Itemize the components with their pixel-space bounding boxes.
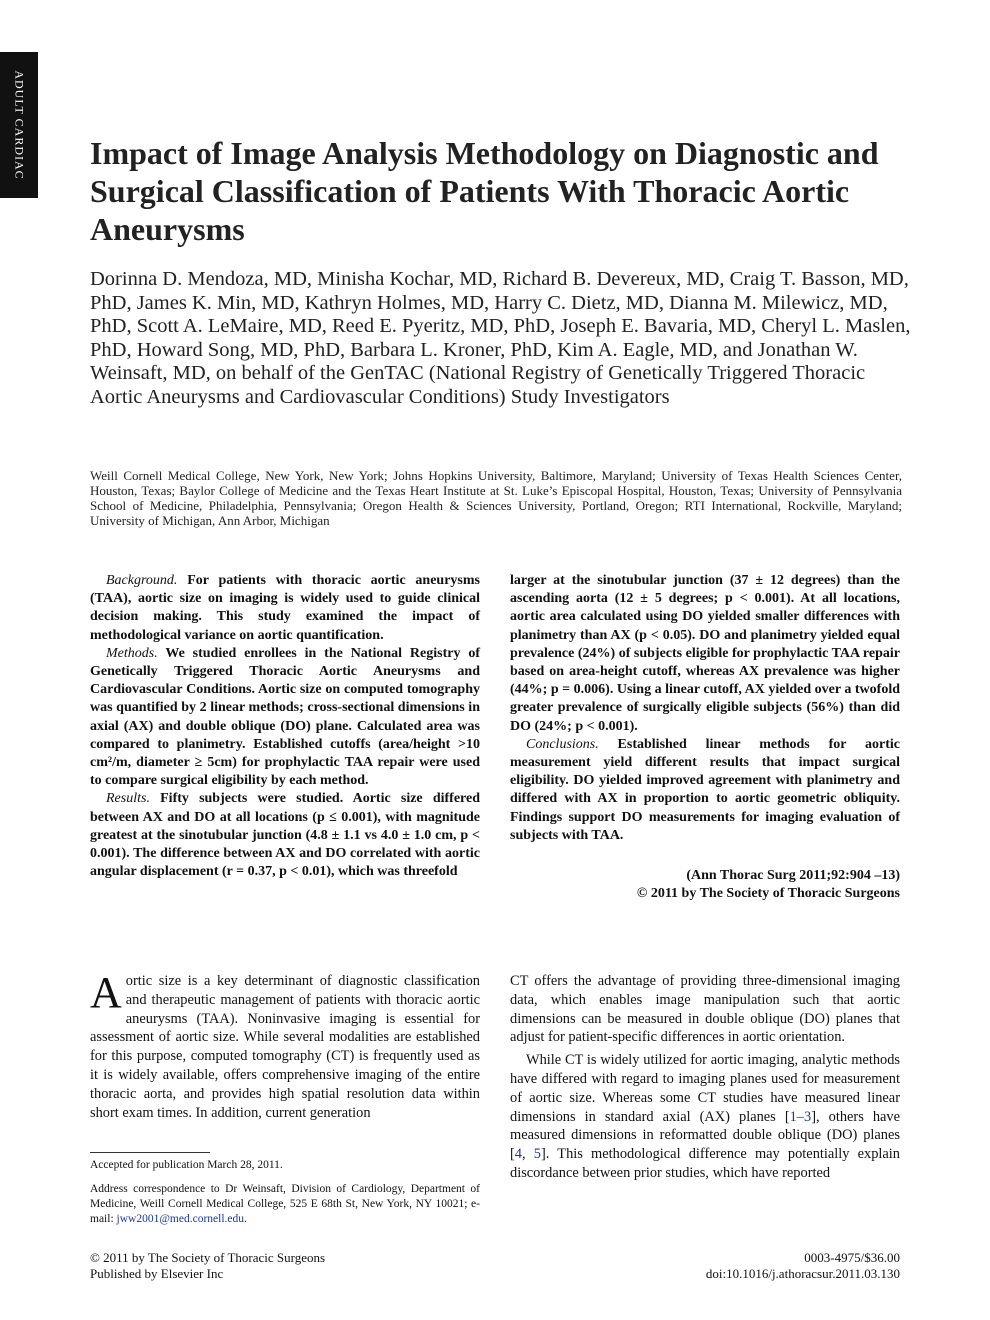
affiliations: Weill Cornell Medical College, New York, New York; Johns Hopkins University, Baltimore, Maryland; University of Texas Health Sciences Center, Houston, Texas; Baylor College of Medicine and the Texas Heart Institute at St. Luke’s Episcopal Hospital, Houston, Texas; University of Pennsylvania School of Medicine, Philadelphia, Pennsylvania; Oregon Health & Sciences University, Portland, Oregon; RTI International, Rockville, Maryland; University of Michigan, Ann Arbor, Michigan — [90, 468, 902, 528]
footer-issn: 0003-4975/$36.00 — [804, 1250, 900, 1265]
article-title: Impact of Image Analysis Methodology on Diagnostic and Surgical Classification of Patients With Thoracic Aortic Aneurysms — [90, 135, 879, 247]
abstract-copyright: © 2011 by The Society of Thoracic Surgeons — [636, 886, 900, 902]
conclusions-label: Conclusions. — [526, 736, 599, 752]
abstract-conclusions — [510, 736, 900, 845]
footer-doi: doi:10.1016/j.athoracsur.2011.03.130 — [705, 1266, 900, 1281]
footer-publisher: Published by Elsevier Inc — [90, 1266, 224, 1281]
intro-paragraph-1-continued: CT offers the advantage of providing three-dimensional imaging data, which enables image manipulation such that aortic dimensions can be measured in double oblique (DO) planes that adjust for patient-specific differences in aortic orientation. — [510, 973, 900, 1046]
background-label: Background. — [106, 573, 178, 588]
intro-paragraph-1 — [90, 968, 480, 1122]
reference-link-4[interactable]: 4 — [514, 1146, 522, 1163]
intro-text-2b: ], others have measured dimensions in reformatted double oblique (DO) planes [ — [510, 1108, 900, 1163]
results-text: Fifty subjects were studied. Aortic size differed between AX and DO at all locations (p ≤ 0.001), with magnitude greatest at the sinotubular junction (4.8 ± 1.1 vs 4.0 ± 1.0 cm, p < 0.001). The difference between AX and DO correlated with aortic angular displacement (r = 0.37, p < 0.01), which was threefold — [90, 791, 480, 880]
correspondence-text: Address correspondence to Dr Weinsaft, Division of Cardiology, Department of Medicine, Weill Cornell Medical College, 525 E 68th St, New York, NY 10021; e-mail: — [90, 1183, 480, 1225]
abstract-results-continued: larger at the sinotubular junction (37 ± 12 degrees) than the ascending aorta (12 ± 5 degrees; p < 0.001). At all locations, aortic area calculated using DO yielded smaller differences with planimetry than AX (p < 0.05). DO and planimetry yielded equal prevalence (24%) of subjects eligible for prophylactic TAA repair based on area-height cutoff, whereas AX prevalence was higher (44%; p = 0.006). Using a linear cutoff, AX yielded over a twofold greater prevalence of surgically eligible subjects (56%) than did DO (24%; p < 0.001). — [510, 573, 900, 734]
body-column-right — [510, 972, 900, 1183]
abstract-results — [90, 790, 480, 881]
abstract-column-right — [510, 572, 900, 903]
intro-text-2c: ]. This methodological difference may potentially explain discordance between prior studies, which have reported — [510, 1146, 900, 1181]
email-link[interactable]: jww2001@med.cornell.edu — [116, 1213, 244, 1225]
methods-label: Methods. — [106, 645, 158, 661]
drop-cap: A — [90, 968, 122, 1017]
journal-citation: (Ann Thorac Surg 2011;92:904 –13) — [686, 868, 900, 884]
footnote-accepted: Accepted for publication March 28, 2011. — [90, 1159, 283, 1171]
results-label: Results. — [106, 791, 150, 807]
intro-text-2a: While CT is widely utilized for aortic imaging, analytic methods have differed with regard to imaging planes used for measurement of aortic size. Whereas some CT studies have measured linear dimensions in standard axial (AX) planes [ — [510, 1052, 900, 1125]
author-list: Dorinna D. Mendoza, MD, Minisha Kochar, MD, Richard B. Devereux, MD, Craig T. Basson, MD, PhD, James K. Min, MD, Kathryn Holmes, MD, Harry C. Dietz, MD, Dianna M. Milewicz, MD, PhD, Scott A. LeMaire, MD, Reed E. Pyeritz, MD, PhD, Joseph E. Bavaria, MD, Cheryl L. Maslen, PhD, Howard Song, MD, PhD, Barbara L. Kroner, PhD, Kim A. Eagle, MD, and Jonathan W. Weinsaft, MD, on behalf of the GenTAC (National Registry of Genetically Triggered Thoracic Aortic Aneurysms and Cardiovascular Conditions) Study Investigators — [90, 268, 911, 408]
reference-link-5[interactable]: 5 — [533, 1146, 541, 1163]
footnote-divider — [90, 1152, 210, 1153]
intro-text-1: ortic size is a key determinant of diagnostic classification and therapeutic management of patients with thoracic aortic aneurysms (TAA). Noninvasive imaging is essential for assessment of aortic size. While several modalities are established for this purpose, computed tomography (CT) is frequently used as it is widely available, offers comprehensive imaging of the entire thoracic aorta, and provides high spatial resolution data within short exam times. In addition, current generation — [90, 973, 480, 1121]
body-column-left — [90, 968, 480, 1122]
correspondence-end: . — [244, 1213, 247, 1225]
reference-separator: , — [522, 1146, 534, 1163]
abstract-methods — [90, 645, 480, 791]
background-text: For patients with thoracic aortic aneurysms (TAA), aortic size on imaging is widely used to guide clinical decision making. This study examined the impact of methodological variance on aortic quantification. — [90, 573, 480, 643]
abstract-column-left — [90, 572, 480, 881]
reference-link-1-3[interactable]: 1–3 — [789, 1108, 812, 1125]
abstract-background — [90, 572, 480, 645]
footer-copyright: © 2011 by The Society of Thoracic Surgeons — [90, 1250, 326, 1265]
section-tab — [0, 52, 38, 198]
conclusions-text: Established linear methods for aortic measurement yield different results that impact surgical eligibility. DO yielded improved agreement with planimetry and differed with AX in proportion to aortic geometric obliquity. Findings support DO measurements for imaging evaluation of subjects with TAA. — [510, 736, 900, 843]
footnote-correspondence — [90, 1182, 480, 1227]
methods-text: We studied enrollees in the National Registry of Genetically Triggered Thoracic Aortic Aneurysms and Cardiovascular Conditions. Aortic size on computed tomography was quantified by 2 linear methods; cross-sectional dimensions in axial (AX) and double oblique (DO) plane. Calculated area was compared to planimetry. Established cutoffs (area/height >10 cm²/m, diameter ≥ 5cm) for prophylactic TAA repair were used to compare surgical eligibility by each method. — [90, 645, 480, 789]
intro-paragraph-2 — [510, 1051, 900, 1183]
section-tab-label: ADULT CARDIAC — [12, 70, 27, 180]
